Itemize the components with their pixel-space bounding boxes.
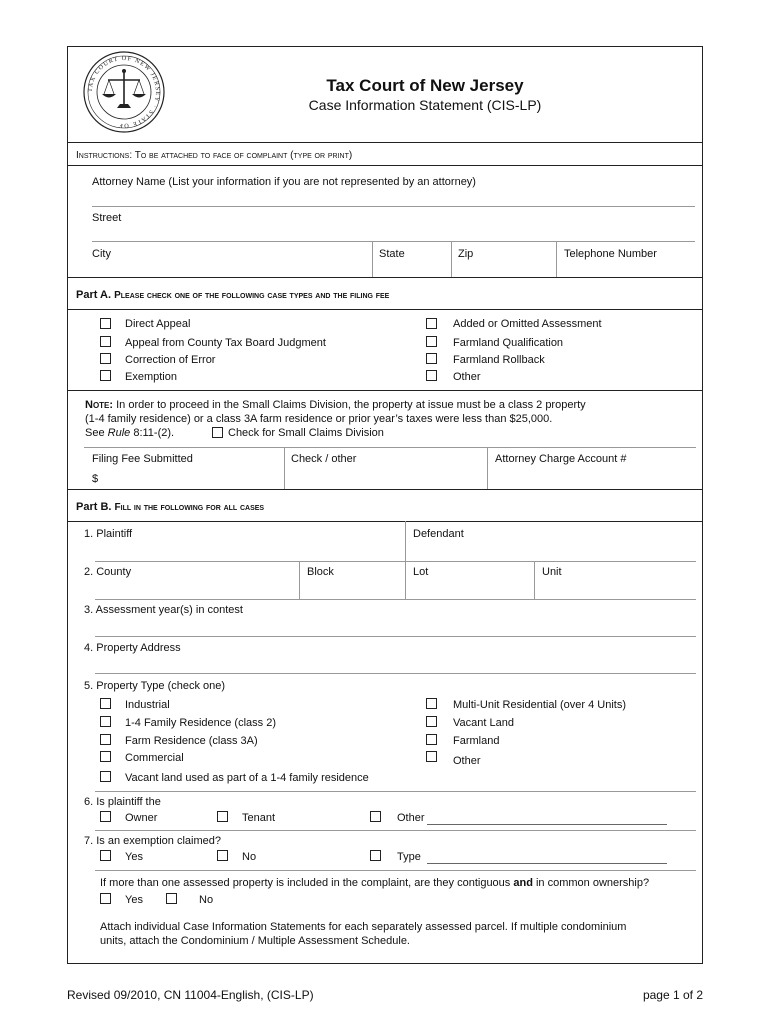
checkbox-farm-residence[interactable] xyxy=(100,734,111,745)
footer-revision: Revised 09/2010, CN 11004-English, (CIS-LP) xyxy=(67,988,314,1002)
checkbox-role-other[interactable] xyxy=(370,811,381,822)
defendant-label: Defendant xyxy=(413,528,464,540)
attorney-name-label: Attorney Name (List your information if you are not represented by an attorney) xyxy=(92,176,476,188)
divider xyxy=(67,309,703,310)
option-label: Farmland Rollback xyxy=(453,354,545,366)
plaintiff-role-label: 6. Is plaintiff the xyxy=(84,796,161,808)
street-label: Street xyxy=(92,212,122,224)
divider xyxy=(405,521,406,561)
option-label: Farmland xyxy=(453,735,500,747)
note-line-2: (1-4 family residence) or a class 3A farm residence or prior year’s taxes were less than $25,000. xyxy=(85,413,553,425)
checkbox-small-claims[interactable] xyxy=(212,427,223,438)
property-address-label: 4. Property Address xyxy=(84,642,181,654)
divider xyxy=(534,561,535,599)
option-label: 1-4 Family Residence (class 2) xyxy=(125,717,276,729)
checkbox-farmland-qual[interactable] xyxy=(426,336,437,347)
checkbox-exemption-no[interactable] xyxy=(217,850,228,861)
divider xyxy=(95,830,696,831)
divider xyxy=(451,241,452,277)
exemption-type-field[interactable] xyxy=(427,863,667,864)
option-label: Appeal from County Tax Board Judgment xyxy=(125,337,326,349)
checkbox-farmland-rollback[interactable] xyxy=(426,353,437,364)
plaintiff-label: 1. Plaintiff xyxy=(84,528,133,540)
divider xyxy=(372,241,373,277)
block-label: Block xyxy=(307,566,334,578)
unit-label: Unit xyxy=(542,566,562,578)
phone-label: Telephone Number xyxy=(564,248,657,260)
divider xyxy=(299,561,300,599)
checkbox-added-omitted[interactable] xyxy=(426,318,437,329)
checkbox-commercial[interactable] xyxy=(100,751,111,762)
divider xyxy=(84,447,696,448)
divider xyxy=(95,561,696,562)
checkbox-exemption-type[interactable] xyxy=(370,850,381,861)
divider xyxy=(67,165,703,166)
option-label: Other xyxy=(453,371,481,383)
checkbox-tenant[interactable] xyxy=(217,811,228,822)
option-label: Farmland Qualification xyxy=(453,337,564,349)
attach-note-line-1: Attach individual Case Information Statements for each separately assessed parcel. If multiple condominium xyxy=(100,921,627,933)
checkbox-vacant-land-residence[interactable] xyxy=(100,771,111,782)
attorney-name-field[interactable] xyxy=(92,206,695,207)
option-label: Exemption xyxy=(125,371,177,383)
part-b-heading: Part B. Fill in the following for all cases xyxy=(76,501,265,513)
checkbox-direct-appeal[interactable] xyxy=(100,318,111,329)
option-label: Industrial xyxy=(125,699,170,711)
divider xyxy=(67,521,703,522)
assessment-years-field[interactable] xyxy=(95,636,696,637)
state-label: State xyxy=(379,248,405,260)
checkbox-owner[interactable] xyxy=(100,811,111,822)
divider xyxy=(487,447,488,489)
checkbox-contiguous-no[interactable] xyxy=(166,893,177,904)
note-line-1: Note: In order to proceed in the Small Claims Division, the property at issue must be a class 2 property xyxy=(85,399,586,411)
note-line-3: See Rule 8:11-(2). xyxy=(85,427,175,439)
divider xyxy=(556,241,557,277)
divider xyxy=(67,277,703,278)
checkbox-exemption[interactable] xyxy=(100,370,111,381)
contiguous-question: If more than one assessed property is included in the complaint, are they contiguous and in common ownership? xyxy=(100,877,650,889)
option-label: Type xyxy=(397,851,421,863)
svg-text:TAX COURT OF NEW JERSEY · STAT: TAX COURT OF NEW JERSEY · STATE OF xyxy=(86,54,162,130)
divider xyxy=(284,447,285,489)
option-label: Direct Appeal xyxy=(125,318,191,330)
divider xyxy=(95,791,696,792)
option-label: Added or Omitted Assessment xyxy=(453,318,602,330)
street-field[interactable] xyxy=(92,241,695,242)
checkbox-farmland[interactable] xyxy=(426,734,437,745)
form-title: Tax Court of New Jersey xyxy=(326,76,524,95)
zip-label: Zip xyxy=(458,248,474,260)
check-other-label: Check / other xyxy=(291,453,357,465)
checkbox-contiguous-yes[interactable] xyxy=(100,893,111,904)
option-label: Tenant xyxy=(242,812,276,824)
option-label: No xyxy=(199,894,214,906)
option-label: Vacant Land xyxy=(453,717,514,729)
property-address-field[interactable] xyxy=(95,673,696,674)
checkbox-1-4-family[interactable] xyxy=(100,716,111,727)
divider xyxy=(67,489,703,490)
checkbox-vacant-land[interactable] xyxy=(426,716,437,727)
dollar-sign: $ xyxy=(92,473,99,485)
option-label: Owner xyxy=(125,812,158,824)
small-claims-label: Check for Small Claims Division xyxy=(228,427,384,439)
part-a-heading: Part A. Please check one of the following case types and the filing fee xyxy=(76,289,390,301)
checkbox-exemption-yes[interactable] xyxy=(100,850,111,861)
role-other-field[interactable] xyxy=(427,824,667,825)
option-label: Vacant land used as part of a 1-4 family residence xyxy=(125,772,369,784)
divider xyxy=(405,561,406,599)
exemption-label: 7. Is an exemption claimed? xyxy=(84,835,221,847)
attach-note-line-2: units, attach the Condominium / Multiple Assessment Schedule. xyxy=(100,935,410,947)
checkbox-county-board[interactable] xyxy=(100,336,111,347)
option-label: Other xyxy=(397,812,425,824)
checkbox-other[interactable] xyxy=(426,370,437,381)
checkbox-industrial[interactable] xyxy=(100,698,111,709)
divider xyxy=(67,390,703,391)
option-label: Farm Residence (class 3A) xyxy=(125,735,258,747)
option-label: Multi-Unit Residential (over 4 Units) xyxy=(453,699,626,711)
lot-label: Lot xyxy=(413,566,429,578)
option-label: Other xyxy=(453,755,481,767)
form-subtitle: Case Information Statement (CIS-LP) xyxy=(308,97,542,113)
footer-page-number: page 1 of 2 xyxy=(642,988,703,1002)
option-label: Yes xyxy=(125,894,143,906)
county-label: 2. County xyxy=(84,566,132,578)
option-label: No xyxy=(242,851,257,863)
checkbox-multi-unit[interactable] xyxy=(426,698,437,709)
option-label: Yes xyxy=(125,851,143,863)
assessment-years-label: 3. Assessment year(s) in contest xyxy=(84,604,243,616)
instructions: Instructions: To be attached to face of complaint (type or print) xyxy=(76,150,353,161)
option-label: Correction of Error xyxy=(125,354,216,366)
property-type-label: 5. Property Type (check one) xyxy=(84,680,226,692)
divider xyxy=(67,142,703,143)
filing-fee-label: Filing Fee Submitted xyxy=(92,453,193,465)
city-label: City xyxy=(92,248,111,260)
option-label: Commercial xyxy=(125,752,184,764)
account-label: Attorney Charge Account # xyxy=(495,453,627,465)
checkbox-other-type[interactable] xyxy=(426,751,437,762)
divider xyxy=(95,870,696,871)
divider xyxy=(95,599,696,600)
checkbox-correction[interactable] xyxy=(100,353,111,364)
